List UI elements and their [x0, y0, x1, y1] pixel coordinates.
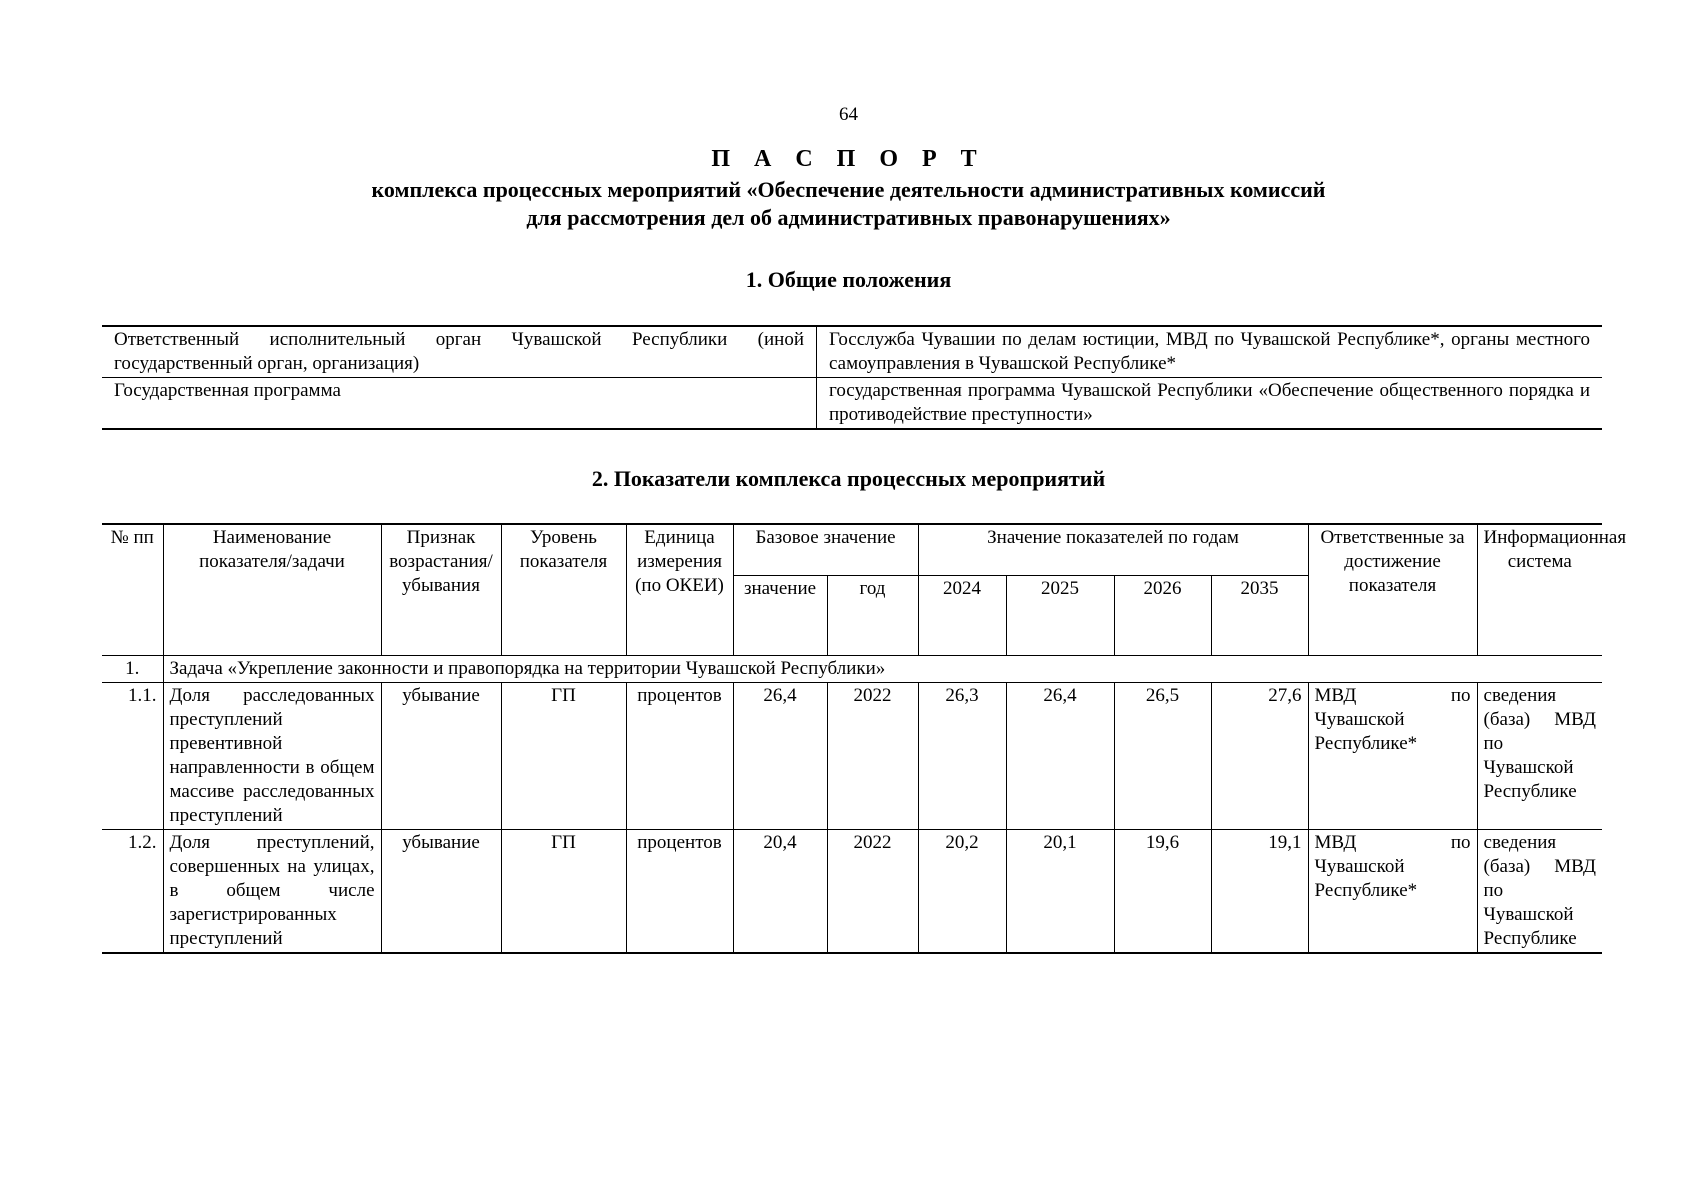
document-subtitle-line-1: комплекса процессных мероприятий «Обеспечение деятельности административных комиссий — [371, 177, 1326, 202]
general-row-responsible — [102, 326, 1602, 378]
header-level: Уровень показателя — [501, 524, 626, 656]
header-base-value: значение — [733, 576, 827, 656]
row-info-system: сведения (база) МВД по Чувашской Республике — [1477, 830, 1602, 954]
general-value: государственная программа Чувашской Республики «Обеспечение общественного порядка и противодействие преступности» — [817, 378, 1603, 430]
document-title: П А С П О Р Т — [711, 146, 986, 172]
header-year-2025: 2025 — [1006, 576, 1114, 656]
row-level: ГП — [501, 830, 626, 954]
row-responsible: МВД по Чувашской Республике* — [1308, 830, 1477, 954]
header-sign: Признак возрастания/убывания — [381, 524, 501, 656]
row-name: Доля преступлений, совершенных на улицах, в общем числе зарегистрированных преступлений — [163, 830, 381, 954]
row-value-2026: 19,6 — [1114, 830, 1211, 954]
document-subtitle-line-2: для рассмотрения дел об административных правонарушениях» — [526, 205, 1171, 230]
general-provisions-table — [102, 325, 1602, 430]
header-year-2035: 2035 — [1211, 576, 1308, 656]
row-num: 1.1. — [102, 683, 163, 830]
general-label: Ответственный исполнительный орган Чувашской Республики (иной государственный орган, организация) — [102, 326, 817, 378]
task-row — [102, 656, 1602, 683]
header-responsible: Ответственные за достижение показателя — [1308, 524, 1477, 656]
header-base-year: год — [827, 576, 918, 656]
general-value: Госслужба Чувашии по делам юстиции, МВД по Чувашской Республике*, органы местного самоуправления в Чувашской Республике* — [817, 326, 1603, 378]
header-num: № пп — [102, 524, 163, 656]
header-unit: Единица измерения (по ОКЕИ) — [626, 524, 733, 656]
indicators-table — [102, 523, 1627, 954]
general-row-program — [102, 378, 1602, 430]
row-value-2024: 20,2 — [918, 830, 1006, 954]
header-by-years: Значение показателей по годам — [918, 524, 1308, 576]
header-name: Наименование показателя/задачи — [163, 524, 381, 656]
section-1-title: 1. Общие положения — [745, 267, 952, 292]
table-row — [102, 683, 1602, 830]
row-level: ГП — [501, 683, 626, 830]
row-base-year: 2022 — [827, 683, 918, 830]
header-year-2026: 2026 — [1114, 576, 1211, 656]
row-unit: процентов — [626, 683, 733, 830]
row-value-2025: 20,1 — [1006, 830, 1114, 954]
section-2-title: 2. Показатели комплекса процессных мероприятий — [591, 466, 1106, 491]
row-value-2035: 19,1 — [1211, 830, 1308, 954]
row-sign: убывание — [381, 830, 501, 954]
row-value-2026: 26,5 — [1114, 683, 1211, 830]
table-row — [102, 830, 1602, 954]
row-base-value: 26,4 — [733, 683, 827, 830]
task-text: Задача «Укрепление законности и правопорядка на территории Чувашской Республики» — [163, 656, 1602, 683]
header-year-2024: 2024 — [918, 576, 1006, 656]
row-unit: процентов — [626, 830, 733, 954]
row-info-system: сведения (база) МВД по Чувашской Республике — [1477, 683, 1602, 830]
header-info-system: Информационная система — [1477, 524, 1602, 656]
row-num: 1.2. — [102, 830, 163, 954]
header-base: Базовое значение — [733, 524, 918, 576]
task-num: 1. — [102, 656, 163, 683]
header-row-1 — [102, 524, 1602, 576]
row-name: Доля расследованных преступлений превентивной направленности в общем массиве расследованных преступлений — [163, 683, 381, 830]
row-value-2025: 26,4 — [1006, 683, 1114, 830]
row-value-2024: 26,3 — [918, 683, 1006, 830]
row-responsible: МВД по Чувашской Республике* — [1308, 683, 1477, 830]
row-value-2035: 27,6 — [1211, 683, 1308, 830]
page-number: 64 — [839, 104, 858, 125]
general-label: Государственная программа — [102, 378, 817, 430]
row-base-year: 2022 — [827, 830, 918, 954]
row-sign: убывание — [381, 683, 501, 830]
row-base-value: 20,4 — [733, 830, 827, 954]
